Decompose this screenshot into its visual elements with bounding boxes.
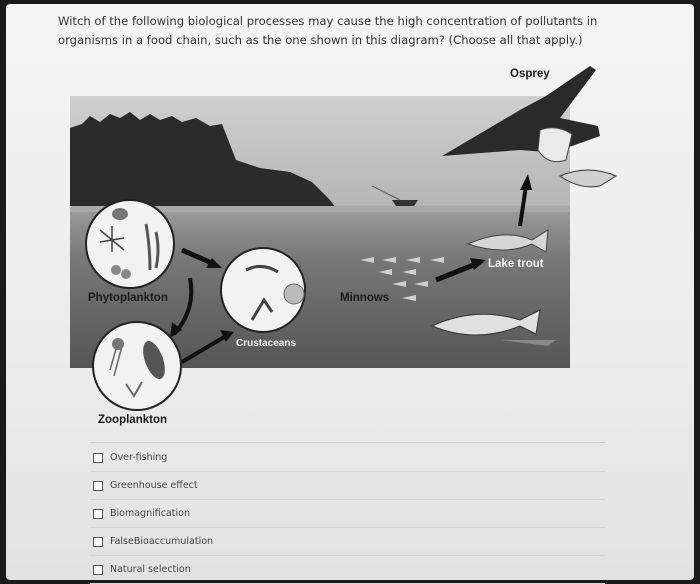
checkbox[interactable] <box>93 453 103 463</box>
lake-trout-fish <box>468 230 548 252</box>
zooplankton-circle <box>93 322 181 410</box>
option-label: Greenhouse effect <box>110 480 198 491</box>
option-label: Biomagnification <box>110 508 190 519</box>
option-greenhouse-effect[interactable] <box>90 472 605 500</box>
option-false-bioaccumulation[interactable] <box>90 528 605 556</box>
option-over-fishing[interactable] <box>90 444 605 472</box>
checkbox[interactable] <box>93 509 103 519</box>
arrow-minnow-to-trout <box>436 264 476 280</box>
question-line-1: Witch of the following biological processes may cause the high concentration of pollutants in <box>58 14 598 28</box>
arrow-phyto-to-crust <box>182 250 214 264</box>
option-biomagnification[interactable] <box>90 500 605 528</box>
checkbox[interactable] <box>93 481 103 491</box>
options-divider <box>90 442 605 443</box>
option-natural-selection[interactable] <box>90 556 605 584</box>
label-lake-trout: Lake trout <box>488 258 544 270</box>
checkbox[interactable] <box>93 565 103 575</box>
label-phytoplankton: Phytoplankton <box>88 292 168 304</box>
arrow-phyto-to-zoo <box>174 278 191 334</box>
answer-options <box>90 444 605 584</box>
label-minnows: Minnows <box>340 292 390 304</box>
label-zooplankton: Zooplankton <box>98 414 167 426</box>
question-line-2: organisms in a food chain, such as the one shown in this diagram? (Choose all that apply.) <box>58 33 583 47</box>
boat-icon <box>392 200 418 206</box>
checkbox[interactable] <box>93 537 103 547</box>
osprey-bird <box>442 66 616 187</box>
label-crustaceans: Crustaceans <box>236 338 297 349</box>
option-label: Natural selection <box>110 564 191 575</box>
large-fish <box>432 310 540 335</box>
arrow-zoo-to-crust <box>182 336 226 362</box>
treeline-silhouette <box>70 112 336 208</box>
option-label: Over-fishing <box>110 452 168 463</box>
option-label: FalseBioaccumulation <box>110 536 214 547</box>
label-osprey: Osprey <box>510 68 550 80</box>
